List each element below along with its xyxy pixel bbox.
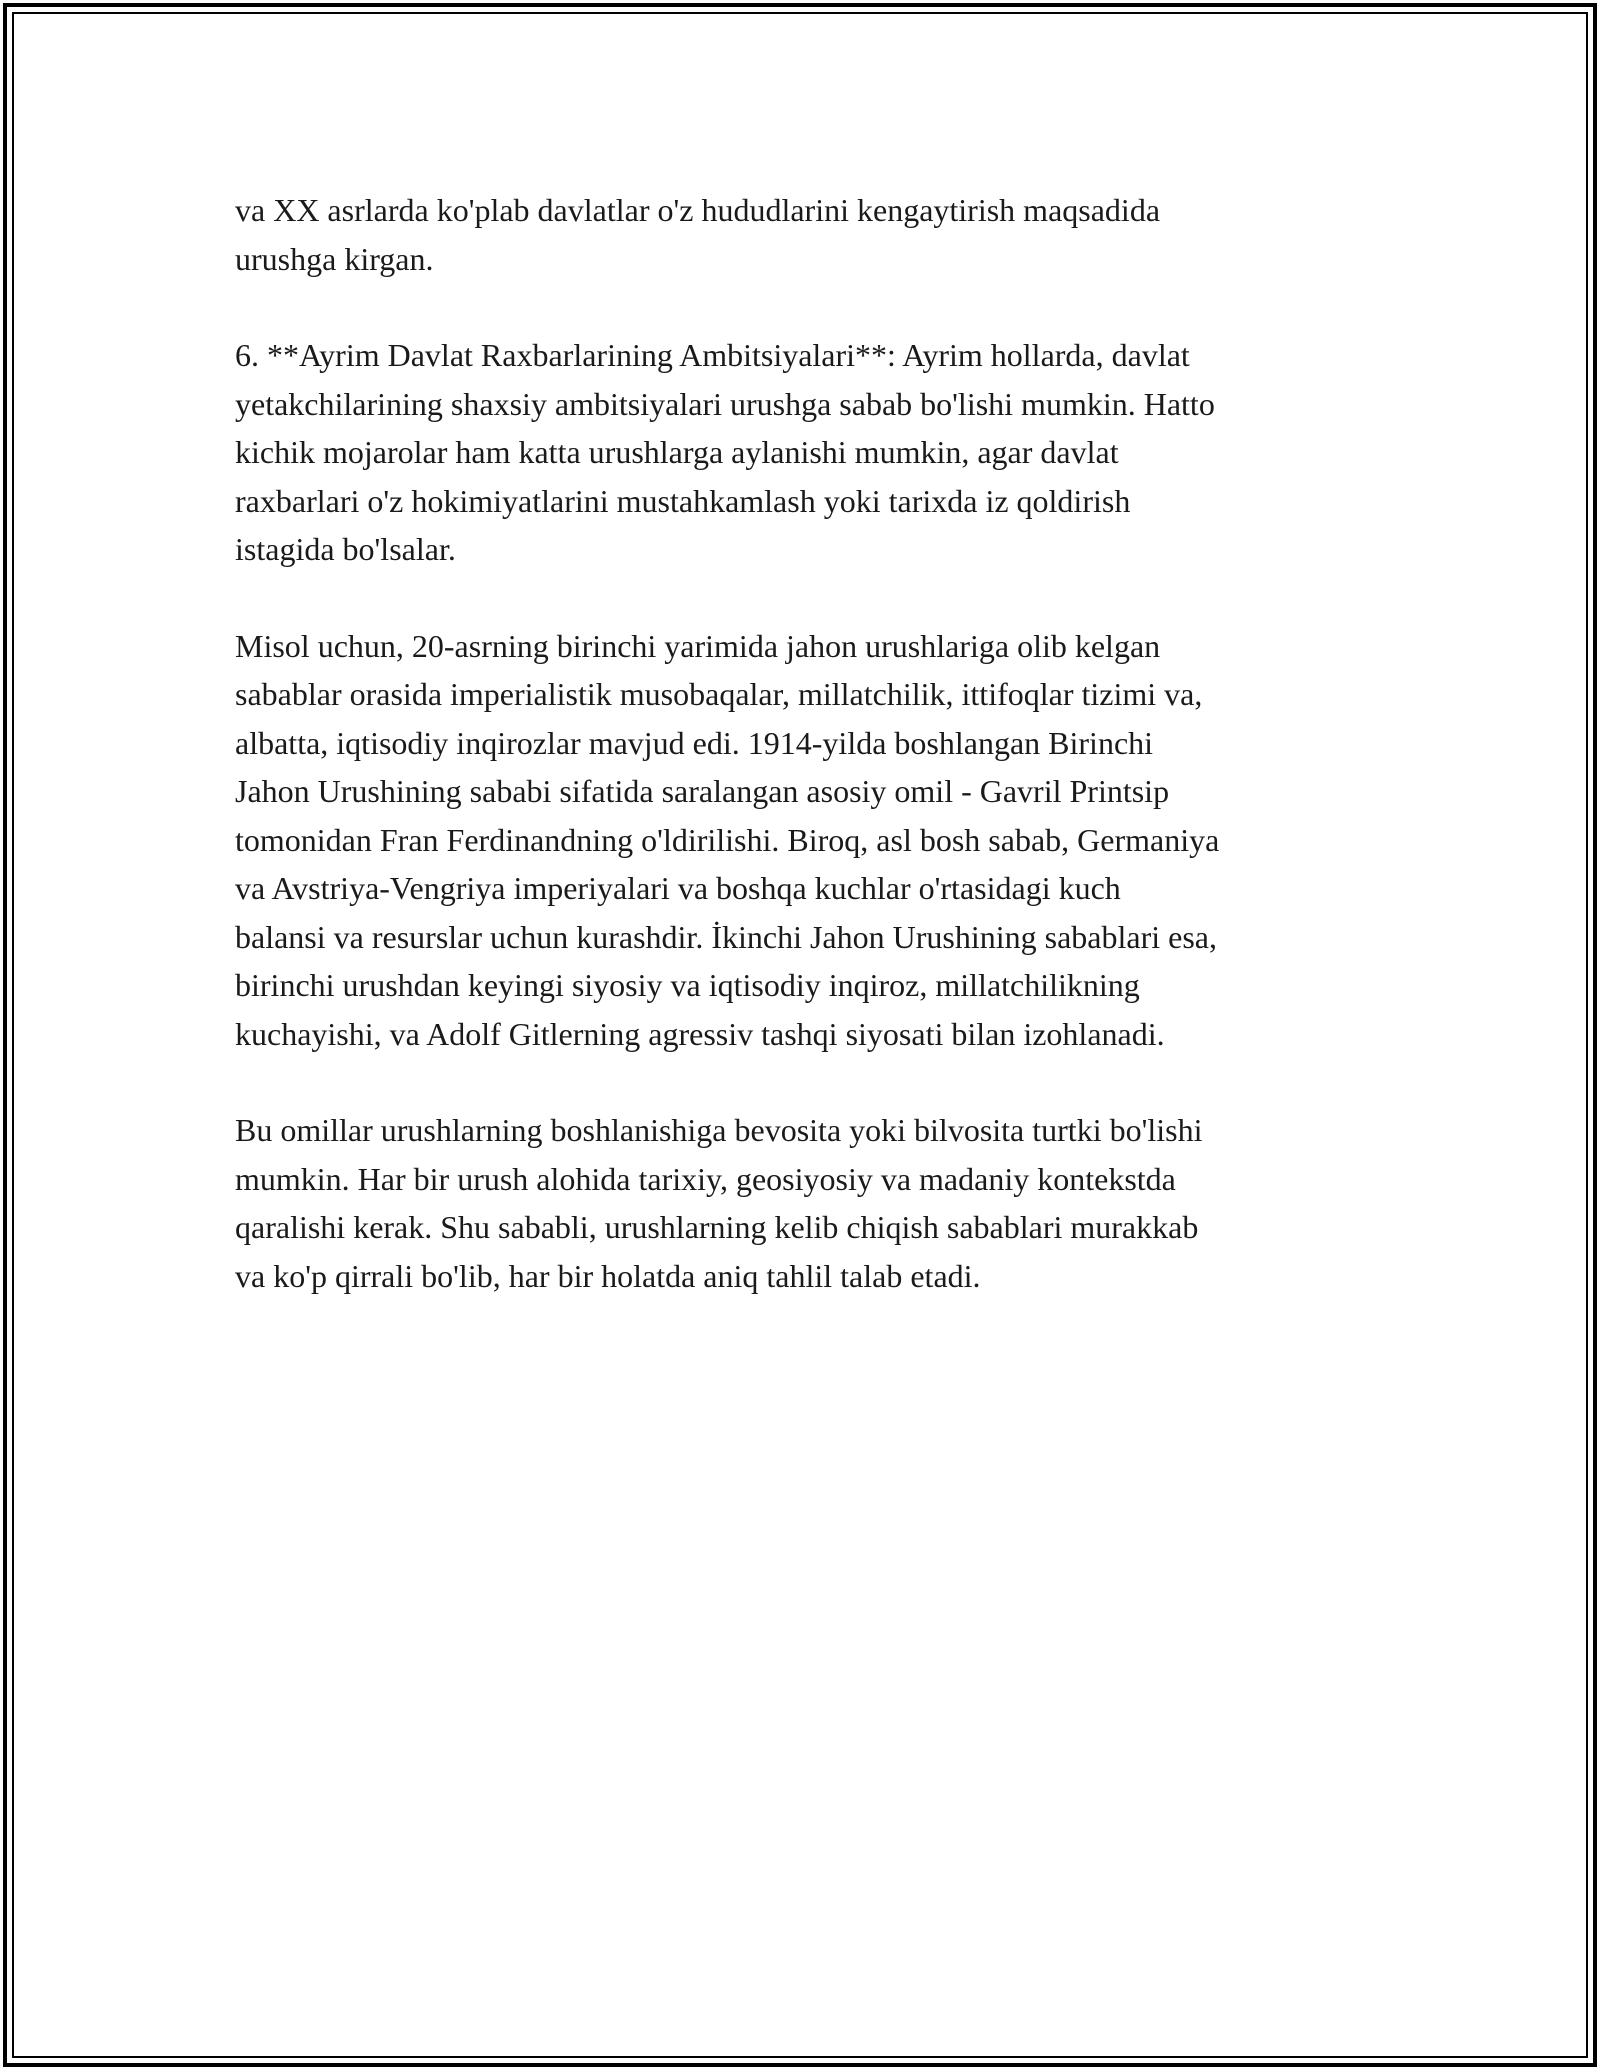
paragraph-leader-ambitions [235, 331, 1375, 574]
text-line: Bu omillar urushlarning boshlanishiga bevosita yoki bilvosita turtki bo'lishi [235, 1112, 1203, 1148]
text-line: tomonidan Fran Ferdinandning o'ldirilishi. Biroq, asl bosh sabab, Germaniya [235, 821, 1220, 858]
paragraph-continuation [235, 186, 1375, 283]
text-line: yetakchilarining shaxsiy ambitsiyalari urushga sabab bo'lishi mumkin. Hatto [235, 385, 1215, 422]
text-line: qaralishi kerak. Shu sababli, urushlarning kelib chiqish sabablari murakkab [235, 1209, 1199, 1245]
text-line: birinchi urushdan keyingi siyosiy va iqtisodiy inqiroz, millatchilikning [235, 967, 1140, 1003]
text-line: albatta, iqtisodiy inqirozlar mavjud edi. 1914-yilda boshlangan Birinchi [235, 724, 1154, 761]
text-line: istagida bo'lsalar. [235, 531, 456, 567]
text-line: va XX asrlarda ko'plab davlatlar o'z hududlarini kengaytirish maqsadida [235, 192, 1161, 228]
text-line: mumkin. Har bir urush alohida tarixiy, geosiyosiy va madaniy kontekstda [235, 1160, 1176, 1197]
text-line: urushga kirgan. [235, 240, 434, 277]
text-line: Jahon Urushining sababi sifatida saralangan asosiy omil - Gavril Printsip [235, 773, 1170, 809]
paragraph-conclusion [235, 1106, 1375, 1300]
text-line: raxbarlari o'z hokimiyatlarini mustahkamlash yoki tarixda iz qoldirish [235, 482, 1131, 519]
document-body [235, 186, 1375, 1348]
paragraph-world-wars-example [235, 622, 1375, 1059]
text-line: 6. **Ayrim Davlat Raxbarlarining Ambitsiyalari**: Ayrim hollarda, davlat [235, 337, 1190, 373]
text-line: va Avstriya-Vengriya imperiyalari va boshqa kuchlar o'rtasidagi kuch [235, 870, 1121, 906]
text-line: sabablar orasida imperialistik musobaqalar, millatchilik, ittifoqlar tizimi va, [235, 676, 1203, 712]
text-line: kuchayishi, va Adolf Gitlerning agressiv tashqi siyosati bilan izohlanadi. [235, 1015, 1165, 1052]
text-line: kichik mojarolar ham katta urushlarga aylanishi mumkin, agar davlat [235, 434, 1119, 470]
text-line: Misol uchun, 20-asrning birinchi yarimida jahon urushlariga olib kelgan [235, 627, 1161, 664]
text-line: balansi va resurslar uchun kurashdir. İkinchi Jahon Urushining sabablari esa, [235, 918, 1217, 955]
text-line: va ko'p qirrali bo'lib, har bir holatda aniq tahlil talab etadi. [235, 1257, 981, 1294]
